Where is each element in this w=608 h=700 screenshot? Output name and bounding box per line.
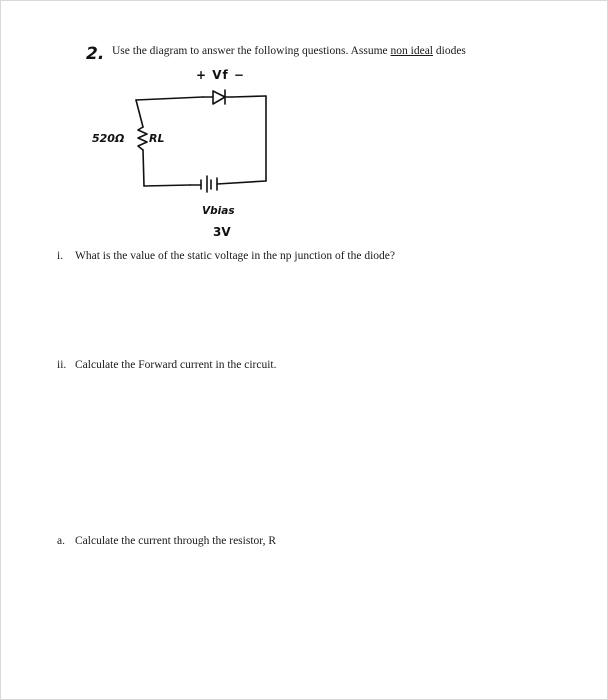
source-value: 3V: [213, 225, 231, 239]
subquestion-text: Calculate the current through the resistor, R: [75, 535, 277, 547]
resistor-icon: [138, 127, 147, 150]
subquestion-i: [57, 250, 395, 262]
wire-left-upper: [136, 100, 143, 127]
intro-tail: diodes: [433, 45, 466, 57]
subquestion-label: a.: [57, 535, 65, 547]
subquestion-text: What is the value of the static voltage in the np junction of the diode?: [75, 250, 395, 262]
subquestion-text: Calculate the Forward current in the circuit.: [75, 359, 277, 371]
wire-bottom-left: [144, 185, 190, 186]
diode-icon: [203, 90, 232, 104]
source-label: Vbias: [202, 205, 235, 217]
wire-left-lower: [143, 150, 144, 186]
wire-top-left: [136, 97, 203, 100]
battery-icon: [190, 176, 217, 192]
wire-bottom-right: [217, 181, 266, 184]
intro-text: Use the diagram to answer the following questions. Assume: [112, 45, 391, 57]
intro-underlined: non ideal: [390, 45, 433, 57]
wire-top-right: [232, 96, 266, 97]
resistor-label: RL: [149, 132, 165, 145]
subquestion-a: [57, 535, 276, 547]
subquestion-label: i.: [57, 250, 64, 262]
subquestion-label: ii.: [57, 359, 67, 371]
resistor-value: 520Ω: [92, 132, 125, 145]
subquestion-ii: [57, 359, 277, 371]
vf-label: + Vf −: [196, 68, 245, 82]
question-number: 2.: [86, 44, 105, 64]
